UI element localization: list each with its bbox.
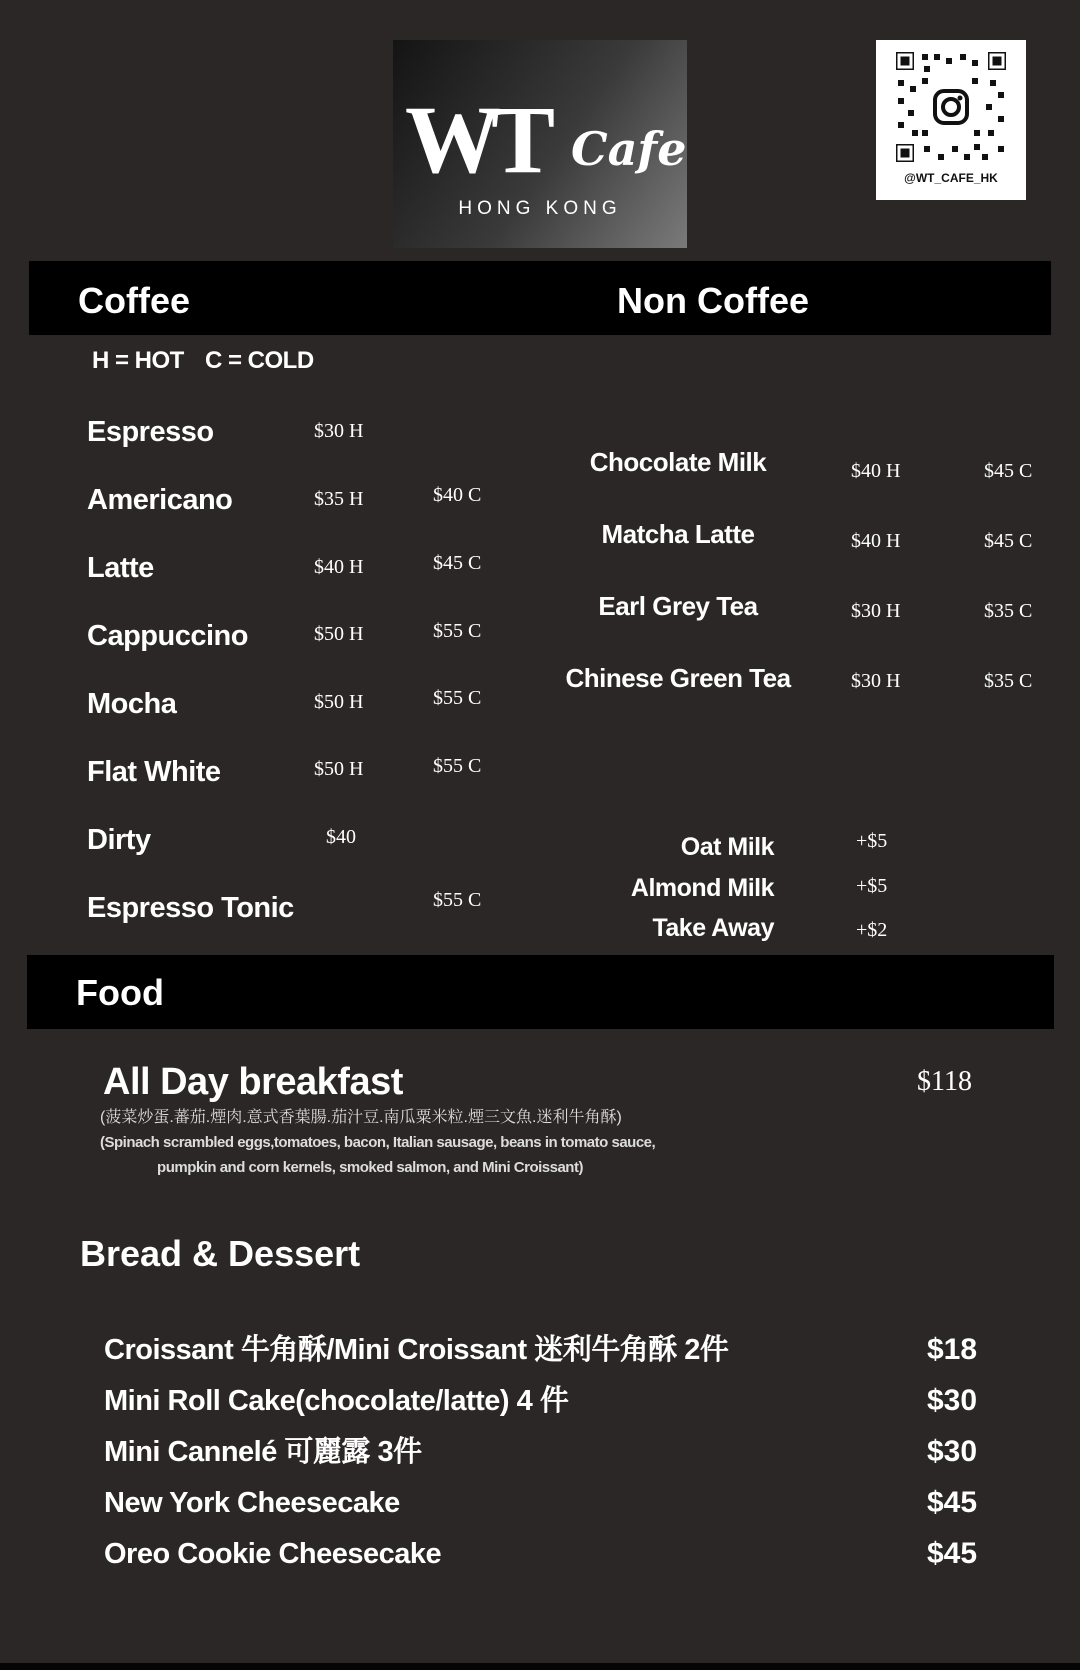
- coffee-item-name: Cappuccino: [87, 620, 248, 652]
- non-coffee-cold-price: $45 C: [984, 460, 1033, 482]
- non-coffee-heading: Non Coffee: [617, 280, 809, 321]
- coffee-hot-price: $40: [326, 826, 356, 848]
- coffee-hot-price: $50 H: [314, 623, 364, 645]
- legend-cold: C = COLD: [205, 347, 314, 374]
- coffee-heading: Coffee: [78, 280, 191, 321]
- coffee-hot-price: $30 H: [314, 420, 364, 442]
- non-coffee-item-name: Earl Grey Tea: [598, 591, 758, 621]
- extra-item-name: Take Away: [652, 914, 774, 942]
- cafe-logo: [393, 40, 687, 248]
- coffee-cold-price: $55 C: [433, 620, 482, 642]
- coffee-item-name: Flat White: [87, 756, 221, 788]
- food-description-en: (Spinach scrambled eggs,tomatoes, bacon, Italian sausage, beans in tomato sauce,: [100, 1134, 656, 1151]
- food-item-price: $118: [917, 1066, 972, 1097]
- dessert-item-price: $18: [927, 1333, 978, 1366]
- coffee-cold-price: $55 C: [433, 687, 482, 709]
- non-coffee-cold-price: $35 C: [984, 600, 1033, 622]
- dessert-item-name: Mini Roll Cake(chocolate/latte) 4 件: [104, 1385, 569, 1417]
- coffee-item-name: Americano: [87, 484, 233, 516]
- food-heading: Food: [76, 972, 164, 1013]
- non-coffee-item-name: Chinese Green Tea: [565, 663, 791, 693]
- instagram-qr-code[interactable]: [876, 40, 1026, 200]
- non-coffee-hot-price: $30 H: [851, 670, 901, 692]
- coffee-hot-price: $50 H: [314, 691, 364, 713]
- coffee-cold-price: $55 C: [433, 889, 482, 911]
- extra-price: +$2: [856, 919, 888, 941]
- dessert-item-name: New York Cheesecake: [104, 1487, 400, 1519]
- legend-hot: H = HOT: [92, 347, 184, 374]
- non-coffee-cold-price: $35 C: [984, 670, 1033, 692]
- bread-dessert-heading: Bread & Dessert: [80, 1233, 361, 1274]
- food-description-zh: (菠菜炒蛋.蕃茄.煙肉.意式香葉腸.茄汁豆.南瓜粟米粒.煙三文魚.迷利牛角酥): [100, 1109, 622, 1126]
- non-coffee-cold-price: $45 C: [984, 530, 1033, 552]
- dessert-item-price: $45: [927, 1537, 978, 1570]
- coffee-item-name: Mocha: [87, 688, 177, 720]
- dessert-item-name: Oreo Cookie Cheesecake: [104, 1538, 442, 1570]
- bottom-edge: [0, 1663, 1080, 1670]
- dessert-item-price: $30: [927, 1384, 978, 1417]
- non-coffee-hot-price: $30 H: [851, 600, 901, 622]
- coffee-hot-price: $35 H: [314, 488, 364, 510]
- dessert-item-price: $45: [927, 1486, 978, 1519]
- food-description-en: pumpkin and corn kernels, smoked salmon, and Mini Croissant): [157, 1159, 583, 1176]
- extra-price: +$5: [856, 875, 888, 897]
- coffee-cold-price: $45 C: [433, 552, 482, 574]
- extra-price: +$5: [856, 830, 888, 852]
- logo-city: HONG KONG: [458, 198, 622, 219]
- non-coffee-item-name: Chocolate Milk: [589, 447, 767, 477]
- instagram-handle: @WT_CAFE_HK: [904, 171, 998, 185]
- coffee-hot-price: $40 H: [314, 556, 364, 578]
- non-coffee-item-name: Matcha Latte: [601, 519, 755, 549]
- dessert-item-name: Mini Cannelé 可麗露 3件: [104, 1436, 422, 1468]
- dessert-item-name: Croissant 牛角酥/Mini Croissant 迷利牛角酥 2件: [104, 1334, 729, 1366]
- logo-brand: WT: [405, 86, 546, 193]
- logo-script: Cafe: [571, 122, 687, 176]
- extra-item-name: Almond Milk: [630, 874, 774, 902]
- extra-item-name: Oat Milk: [680, 833, 774, 861]
- coffee-item-name: Latte: [87, 552, 154, 584]
- coffee-item-name: Espresso Tonic: [87, 892, 294, 924]
- non-coffee-hot-price: $40 H: [851, 460, 901, 482]
- non-coffee-hot-price: $40 H: [851, 530, 901, 552]
- food-header-bar: [27, 955, 1054, 1029]
- qr-icon: [894, 50, 1008, 164]
- dessert-item-price: $30: [927, 1435, 978, 1468]
- coffee-item-name: Espresso: [87, 416, 214, 448]
- coffee-hot-price: $50 H: [314, 758, 364, 780]
- coffee-cold-price: $55 C: [433, 755, 482, 777]
- food-item-name: All Day breakfast: [103, 1061, 403, 1103]
- coffee-cold-price: $40 C: [433, 484, 482, 506]
- coffee-item-name: Dirty: [87, 824, 151, 856]
